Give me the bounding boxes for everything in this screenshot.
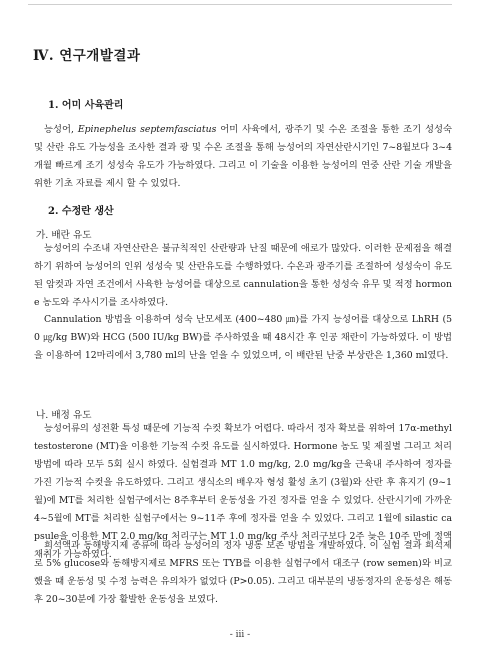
subsection-a-paragraph-2: Cannulation 방법을 이용하여 성숙 난모세포 (400~480 ㎛)를 가지 능성어를 대상으로 LhRH (50 ㎍/kg BW)와 HCG (500 IU/kg BW)를 주사하였을 때 48시간 후 인공 채란이 가능하였다. 이 방법을 이용하여 12마리에서 3,780 ml의 난을 얻을 수 있었으며, 이 배란된 난중 부상란은 1,360 ml였다. [34,314,452,361]
section-2-heading: 2. 수정란 생산 [48,206,114,217]
top-rule [28,4,452,5]
section-1-paragraph: 능성어, Epinephelus septemfasciatus 어미 사육에서, 광주기 및 수온 조절을 통한 조기 성성숙 및 산란 유도 가능성을 조사한 결과 광 및 수온 조절을 통해 능성어의 자연산란시기인 7~8월보다 3~4개월 빠르게 조기 성성숙 유도가 가능하였다. 그리고 이 기술을 이용한 능성어의 연중 산란 기술 개발을 위한 기초 자료를 제시 할 수 있었다. [34,124,452,189]
section-1-heading: 1. 어미 사육관리 [48,100,124,111]
subsection-b-paragraph-1: 능성어류의 성전환 특성 때문에 기능적 수컷 확보가 어렵다. 따라서 정자 확보를 위하여 17α-methyltestosterone (MT)을 이용한 기능적 수컷 유도를 실시하였다. Hormone 농도 및 제질별 그리고 처리방법에 따라 모두 5회 실시 하였다. 실험결과 MT 1.0 mg/kg, 2.0 mg/kg을 근육내 주사하여 정자를 가진 기능적 수컷을 유도하였다. 그리고 생식소의 배우자 형성 활성 초기 (3월)와 산란 후 휴지기 (9~1월)에 MT를 처리한 실험구에서는 8주후부터 운동성을 가진 정자를 얻을 수 있었다. 산란시기에 가까운 4~5월에 MT를 처리한 실험구에서는 9~11주 후에 정자를 얻을 수 있었다. 그리고 1월에 silastic capsule을 이용한 MT 2.0 mg/kg 처리구는 MT 1.0 mg/kg 주사 처리구보다 2주 늦은 10주 만에 정액 채취가 가능하였다. [34,423,452,560]
page-number: - iii - [229,630,251,640]
chapter-title: Ⅳ. 연구개발결과 [33,48,141,64]
subsection-b-paragraph-2: 희석액과 동해방지제 종류에 따라 능성어의 정자 냉동 보존 방법을 개발하였다. 이 실험 결과 희석제로 5% glucose와 동해방지제로 MFRS 또는 TYB를 이용한 실험구에서 대조구 (row semen)와 비교했을 때 운동성 및 수정 능력은 유의차가 없었다 (P>0.05). 그리고 대부분의 냉동정자의 운동성은 해동 후 20~30분에 가장 활발한 운동성을 보였다. [34,540,452,605]
subsection-a-heading: 가. 배란 유도 [36,230,92,241]
scientific-name: Epinephelus septemfasciatus [77,124,217,135]
subsection-b-heading: 나. 배정 유도 [36,410,92,421]
subsection-a-paragraph-1: 능성어의 수조내 자연산란은 불규칙적인 산란량과 난질 때문에 애로가 많았다. 이러한 문제점을 해결하기 위하여 능성어의 인위 성성숙 및 산란유도를 수행하였다. 수온과 광주기를 조절하여 성성숙이 유도된 암컷과 자연 조건에서 사육한 능성어를 대상으로 cannulation을 통한 성성숙 유무 및 적정 hormone 농도와 주사시기를 조사하였다. [34,243,452,308]
